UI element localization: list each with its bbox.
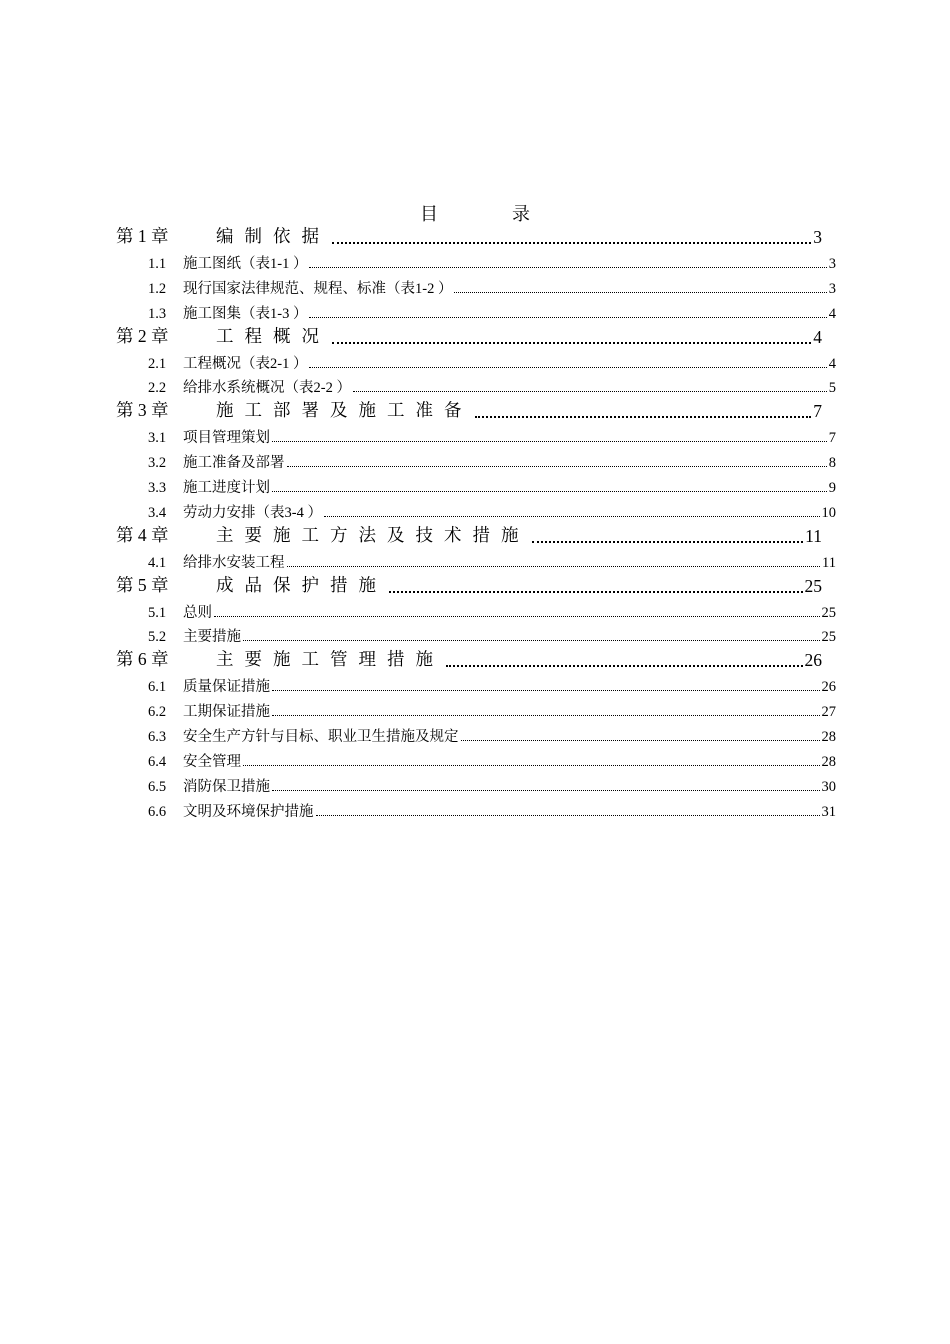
chapter-number: 第 1 章 <box>116 226 169 246</box>
section-title: 给排水安装工程 <box>183 554 285 571</box>
dot-leader <box>332 240 811 244</box>
page-number: 3 <box>828 280 836 297</box>
toc-section-entry[interactable] <box>148 771 836 796</box>
dot-leader <box>454 290 826 293</box>
page-number: 10 <box>821 504 836 521</box>
section-number: 5.1 <box>148 604 167 621</box>
section-number: 4.1 <box>148 554 167 571</box>
dot-leader <box>272 713 820 716</box>
page-number: 28 <box>821 729 836 745</box>
chapter-title: 工程概况 <box>216 325 330 346</box>
toc-chapter-entry[interactable] <box>116 397 822 422</box>
page-number: 3 <box>828 255 836 272</box>
section-number: 3.3 <box>148 480 167 496</box>
section-number: 1.1 <box>148 255 167 272</box>
page-number: 4 <box>813 326 822 347</box>
dot-leader <box>309 365 826 368</box>
chapter-title: 成品保护措施 <box>216 574 387 595</box>
dot-leader <box>272 489 827 492</box>
section-number: 3.1 <box>148 430 167 447</box>
page-number: 3 <box>813 227 822 247</box>
section-number: 6.6 <box>148 803 167 820</box>
toc-section-entry[interactable] <box>148 621 836 646</box>
toc-section-entry[interactable] <box>148 721 836 746</box>
dot-leader <box>287 464 827 467</box>
section-number: 1.2 <box>148 280 167 297</box>
section-number: 5.2 <box>148 629 167 646</box>
toc-section-entry[interactable] <box>148 298 836 323</box>
toc-section-entry[interactable] <box>148 273 836 298</box>
toc-section-entry[interactable] <box>148 746 836 771</box>
toc-title: 目 录 <box>420 204 558 224</box>
page-number: 31 <box>821 803 836 820</box>
dot-leader <box>461 738 820 741</box>
section-title: 主要措施 <box>183 629 241 646</box>
toc-chapter-entry[interactable] <box>116 223 822 248</box>
dot-leader <box>353 389 827 392</box>
chapter-title: 施工部署及施工准备 <box>216 400 473 421</box>
toc-section-entry[interactable] <box>148 547 836 572</box>
section-title: 劳动力安排（表3-4 ） <box>183 504 322 521</box>
toc-section-entry[interactable] <box>148 497 836 522</box>
dot-leader <box>324 514 820 517</box>
page-number: 26 <box>804 650 822 671</box>
toc-section-entry[interactable] <box>148 372 836 397</box>
section-title: 施工图集（表1-3 ） <box>183 305 308 322</box>
toc-section-entry[interactable] <box>148 796 836 821</box>
toc-section-entry[interactable] <box>148 422 836 447</box>
chapter-title: 编制依据 <box>216 226 330 246</box>
dot-leader <box>287 564 821 567</box>
chapter-title: 主要施工方法及技术措施 <box>216 524 530 545</box>
toc-section-entry[interactable] <box>148 348 836 373</box>
section-title: 施工进度计划 <box>183 480 270 496</box>
section-title: 质量保证措施 <box>183 679 270 696</box>
page-number: 5 <box>828 380 836 397</box>
dot-leader <box>214 614 820 617</box>
dot-leader <box>389 589 803 593</box>
page-number: 9 <box>828 480 836 496</box>
section-title: 文明及环境保护措施 <box>183 803 314 820</box>
page-number: 28 <box>821 753 836 770</box>
section-title: 工期保证措施 <box>183 704 270 721</box>
section-title: 消防保卫措施 <box>183 778 270 795</box>
section-title: 总则 <box>183 604 212 621</box>
toc-chapter-entry[interactable] <box>116 572 822 597</box>
toc-chapter-entry[interactable] <box>116 646 822 671</box>
toc-chapter-entry[interactable] <box>116 522 822 547</box>
toc-section-entry[interactable] <box>148 472 836 497</box>
page-number: 26 <box>821 679 836 696</box>
section-number: 3.2 <box>148 455 167 472</box>
section-number: 6.3 <box>148 729 167 745</box>
section-title: 工程概况（表2-1 ） <box>183 355 308 372</box>
dot-leader <box>475 414 812 418</box>
dot-leader <box>532 539 804 543</box>
dot-leader <box>272 439 827 442</box>
dot-leader <box>316 813 820 816</box>
section-title: 现行国家法律规范、规程、标准（表1-2 ） <box>183 280 453 297</box>
toc-section-entry[interactable] <box>148 597 836 622</box>
chapter-number: 第 5 章 <box>116 574 169 595</box>
section-title: 安全管理 <box>183 753 241 770</box>
page-number: 30 <box>821 778 836 795</box>
section-title: 施工准备及部署 <box>183 455 285 472</box>
page-number: 4 <box>828 355 836 372</box>
page-number: 4 <box>828 305 836 322</box>
section-number: 3.4 <box>148 504 167 521</box>
page-number: 25 <box>821 629 836 646</box>
chapter-number: 第 6 章 <box>116 649 169 670</box>
section-number: 2.1 <box>148 355 167 372</box>
dot-leader <box>332 340 811 344</box>
chapter-number: 第 4 章 <box>116 524 169 545</box>
dot-leader <box>272 788 820 791</box>
toc-section-entry[interactable] <box>148 696 836 721</box>
dot-leader <box>309 265 826 268</box>
section-number: 1.3 <box>148 305 167 322</box>
dot-leader <box>243 763 820 766</box>
dot-leader <box>446 663 803 667</box>
page-number: 25 <box>821 604 836 621</box>
section-number: 2.2 <box>148 380 167 397</box>
section-number: 6.2 <box>148 704 167 721</box>
section-number: 6.5 <box>148 778 167 795</box>
page-number: 7 <box>813 401 822 422</box>
dot-leader <box>272 688 820 691</box>
page-number: 11 <box>805 525 822 546</box>
page-number: 8 <box>828 455 836 472</box>
page-number: 25 <box>804 575 822 596</box>
chapter-number: 第 2 章 <box>116 325 169 346</box>
section-number: 6.4 <box>148 753 167 770</box>
page-number: 27 <box>821 704 836 721</box>
page-number: 7 <box>828 430 836 447</box>
toc-chapter-entry[interactable] <box>116 323 822 348</box>
section-title: 施工图纸（表1-1 ） <box>183 255 308 272</box>
toc-section-entry[interactable] <box>148 671 836 696</box>
toc-section-entry[interactable] <box>148 248 836 273</box>
section-title: 安全生产方针与目标、职业卫生措施及规定 <box>183 729 459 745</box>
section-number: 6.1 <box>148 679 167 696</box>
toc-section-entry[interactable] <box>148 447 836 472</box>
chapter-number: 第 3 章 <box>116 400 169 421</box>
section-title: 项目管理策划 <box>183 430 270 447</box>
dot-leader <box>309 315 826 318</box>
page-number: 11 <box>822 554 836 571</box>
section-title: 给排水系统概况（表2-2 ） <box>183 380 351 397</box>
dot-leader <box>243 638 820 641</box>
chapter-title: 主要施工管理措施 <box>216 649 444 670</box>
